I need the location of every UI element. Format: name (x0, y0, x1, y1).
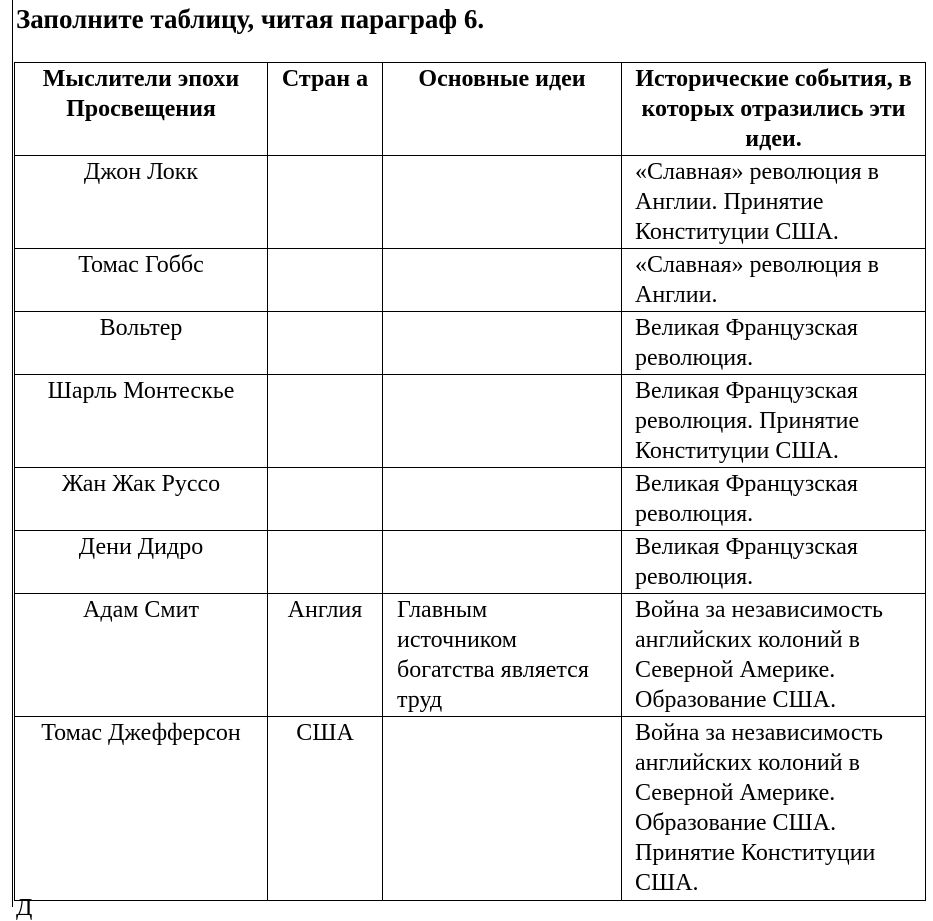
page-heading: Заполните таблицу, читая параграф 6. (16, 4, 485, 34)
table-header-row (15, 63, 926, 156)
cell-events: Война за независимость английских колоний в Северной Америке. Образование США. (622, 594, 926, 717)
cell-country (268, 531, 383, 594)
cell-events: Великая Французская революция. (622, 312, 926, 375)
thinkers-table (14, 62, 926, 901)
cell-events: Великая Французская революция. (622, 531, 926, 594)
cell-ideas (383, 375, 622, 468)
cell-country (268, 156, 383, 249)
cell-country: Англия (268, 594, 383, 717)
table-row (15, 312, 926, 375)
cell-country (268, 249, 383, 312)
cell-country (268, 312, 383, 375)
cell-events: Великая Французская революция. (622, 468, 926, 531)
cell-name: Дени Дидро (15, 531, 268, 594)
cell-country (268, 468, 383, 531)
cell-name: Шарль Монтескье (15, 375, 268, 468)
table-row (15, 717, 926, 901)
cell-events: Война за независимость английских колоний в Северной Америке. Образование США. Принятие Конституции США. (622, 717, 926, 901)
cell-name: Томас Гоббс (15, 249, 268, 312)
cell-ideas (383, 249, 622, 312)
table-row (15, 375, 926, 468)
cell-ideas (383, 717, 622, 901)
header-thinker: Мыслители эпохи Просвещения (15, 63, 268, 156)
cell-name: Джон Локк (15, 156, 268, 249)
cell-name: Томас Джефферсон (15, 717, 268, 901)
table-row (15, 531, 926, 594)
cell-country: США (268, 717, 383, 901)
header-country: Стран а (268, 63, 383, 156)
cell-ideas: Главным источником богатства является труд (383, 594, 622, 717)
cell-ideas (383, 468, 622, 531)
table-row (15, 156, 926, 249)
header-ideas: Основные идеи (383, 63, 622, 156)
cell-ideas (383, 531, 622, 594)
table-row (15, 594, 926, 717)
cell-name: Жан Жак Руссо (15, 468, 268, 531)
cell-ideas (383, 156, 622, 249)
header-events: Исторические события, в которых отразились эти идеи. (622, 63, 926, 156)
table-row (15, 249, 926, 312)
cell-events: «Славная» революция в Англии. Принятие Конституции США. (622, 156, 926, 249)
cell-ideas (383, 312, 622, 375)
page-left-rule (12, 0, 13, 907)
table-row (15, 468, 926, 531)
cut-off-text: Д (16, 895, 33, 921)
cell-name: Вольтер (15, 312, 268, 375)
cell-name: Адам Смит (15, 594, 268, 717)
cell-events: Великая Французская революция. Принятие Конституции США. (622, 375, 926, 468)
cell-country (268, 375, 383, 468)
cell-events: «Славная» революция в Англии. (622, 249, 926, 312)
